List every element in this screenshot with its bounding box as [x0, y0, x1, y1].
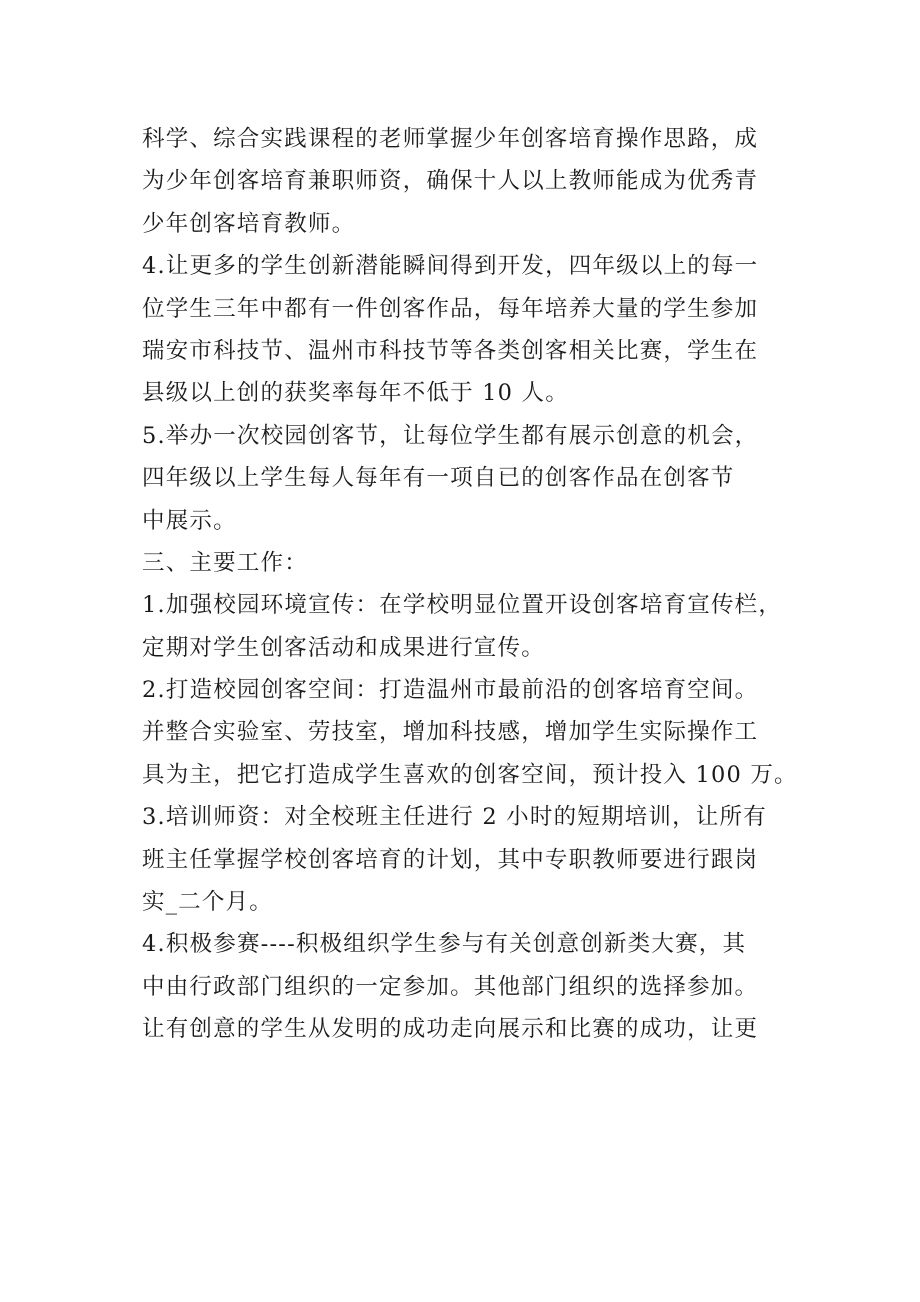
text-line: 科学、综合实践课程的老师掌握少年创客培育操作思路，成: [142, 126, 759, 152]
text-line: 1.加强校园环境宣传：在学校明显位置开设创客培育宣传栏，: [142, 592, 783, 619]
text-line: 四年级以上学生每人每年有一项自已的创客作品在创客节: [142, 465, 735, 492]
text-line: 位学生三年中都有一件创客作品，每年培养大量的学生参加: [142, 295, 759, 322]
text-line: 中展示。: [142, 507, 237, 534]
text-line: 具为主，把它打造成学生喜欢的创客空间，预计投入 100 万。: [142, 761, 798, 788]
text-line: 4.让更多的学生创新潜能瞬间得到开发，四年级以上的每一: [142, 253, 759, 280]
document-body: [142, 118, 798, 1051]
text-line: 3.培训师资：对全校班主任进行 2 小时的短期培训，让所有: [142, 804, 767, 831]
text-line: 并整合实验室、劳技室，增加科技感，增加学生实际操作工: [142, 719, 759, 746]
text-line: 5.举办一次校园创客节，让每位学生都有展示创意的机会，: [142, 422, 759, 449]
text-line: 中由行政部门组织的一定参加。其他部门组织的选择参加。: [142, 973, 759, 1000]
text-line: 少年创客培育教师。: [142, 210, 356, 237]
text-line: 4.积极参赛----积极组织学生参与有关创意创新类大赛，其: [142, 931, 747, 958]
text-line: 县级以上创的获奖率每年不低于 10 人。: [142, 380, 569, 407]
text-line: 定期对学生创客活动和成果进行宣传。: [142, 634, 545, 661]
text-line: 为少年创客培育兼职师资，确保十人以上教师能成为优秀青: [142, 168, 759, 195]
text-line: 2.打造校园创客空间：打造温州市最前沿的创客培育空间。: [142, 677, 759, 704]
text-line: 让有创意的学生从发明的成功走向展示和比赛的成功，让更: [142, 1016, 759, 1043]
section-heading: 三、主要工作：: [142, 549, 308, 576]
text-line: 班主任掌握学校创客培育的计划，其中专职教师要进行跟岗: [142, 846, 759, 873]
text-line: 实_二个月。: [142, 889, 273, 916]
text-line: 瑞安市科技节、温州市科技节等各类创客相关比赛，学生在: [142, 337, 759, 364]
